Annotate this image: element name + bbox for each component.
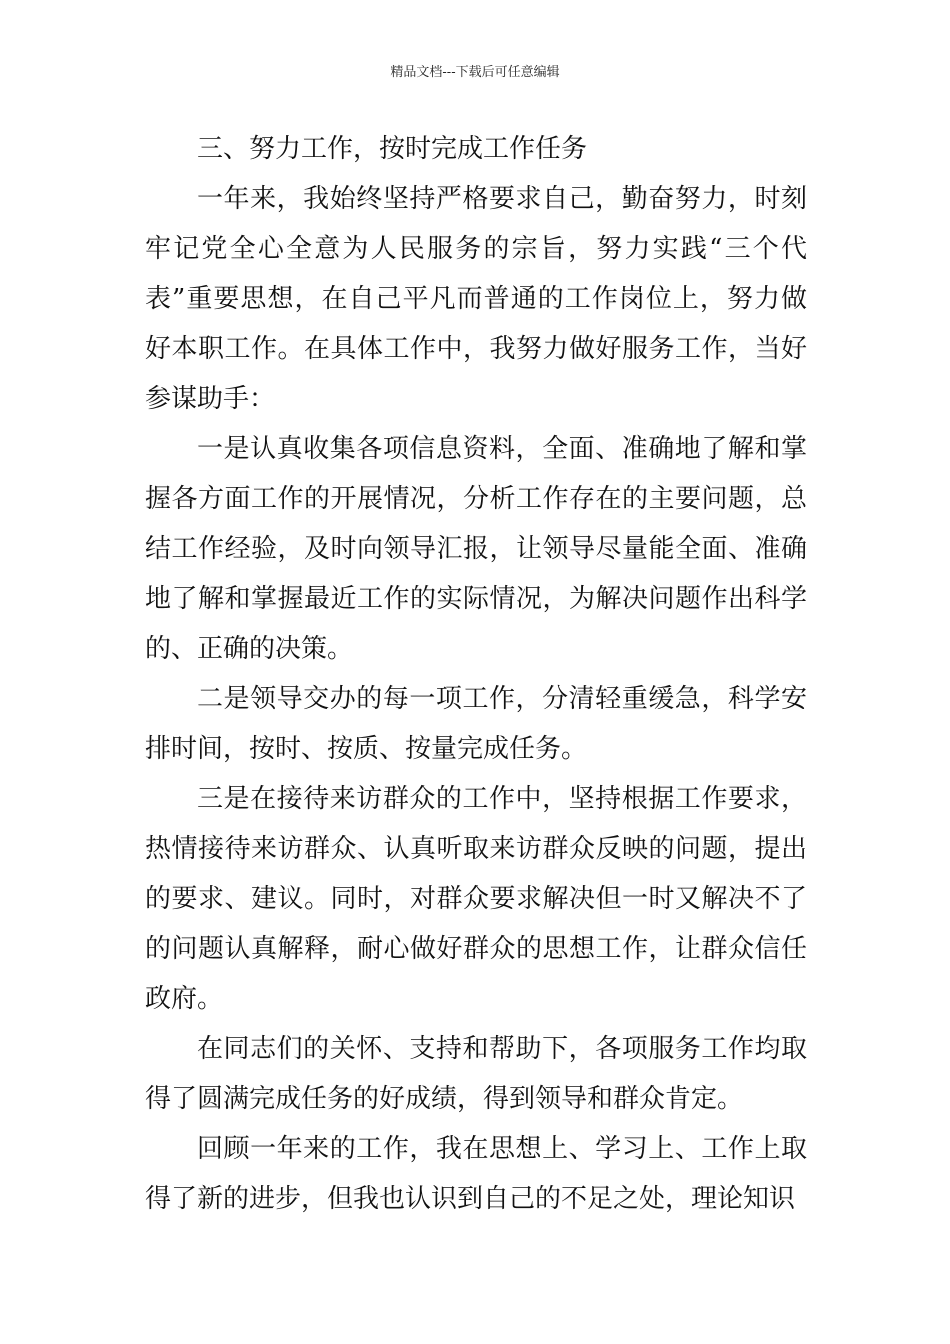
paragraph-2: 一是认真收集各项信息资料，全面、准确地了解和掌握各方面工作的开展情况，分析工作存在的主要问题，总结工作经验，及时向领导汇报，让领导尽量能全面、准确地了解和掌握最近工作的实际情况，为解决问题作出科学的、正确的决策。: [145, 434, 807, 664]
document-body: [145, 124, 807, 1224]
paragraph-5: 在同志们的关怀、支持和帮助下，各项服务工作均取得了圆满完成任务的好成绩，得到领导和群众肯定。: [145, 1034, 807, 1114]
paragraph-6: 回顾一年来的工作，我在思想上、学习上、工作上取得了新的进步，但我也认识到自己的不足之处，理论知识: [145, 1134, 807, 1214]
paragraph-4: 三是在接待来访群众的工作中，坚持根据工作要求，热情接待来访群众、认真听取来访群众反映的问题，提出的要求、建议。同时，对群众要求解决但一时又解决不了的问题认真解释，耐心做好群众的思想工作，让群众信任政府。: [145, 784, 807, 1014]
section-heading: 三、努力工作，按时完成工作任务: [197, 134, 588, 164]
paragraph-1: 一年来，我始终坚持严格要求自己，勤奋努力，时刻牢记党全心全意为人民服务的宗旨，努力实践“三个代表”重要思想，在自己平凡而普通的工作岗位上，努力做好本职工作。在具体工作中，我努力做好服务工作，当好参谋助手：: [145, 184, 807, 414]
page-header: 精品文档---下载后可任意编辑: [390, 65, 560, 80]
paragraph-3: 二是领导交办的每一项工作，分清轻重缓急，科学安排时间，按时、按质、按量完成任务。: [145, 684, 807, 764]
